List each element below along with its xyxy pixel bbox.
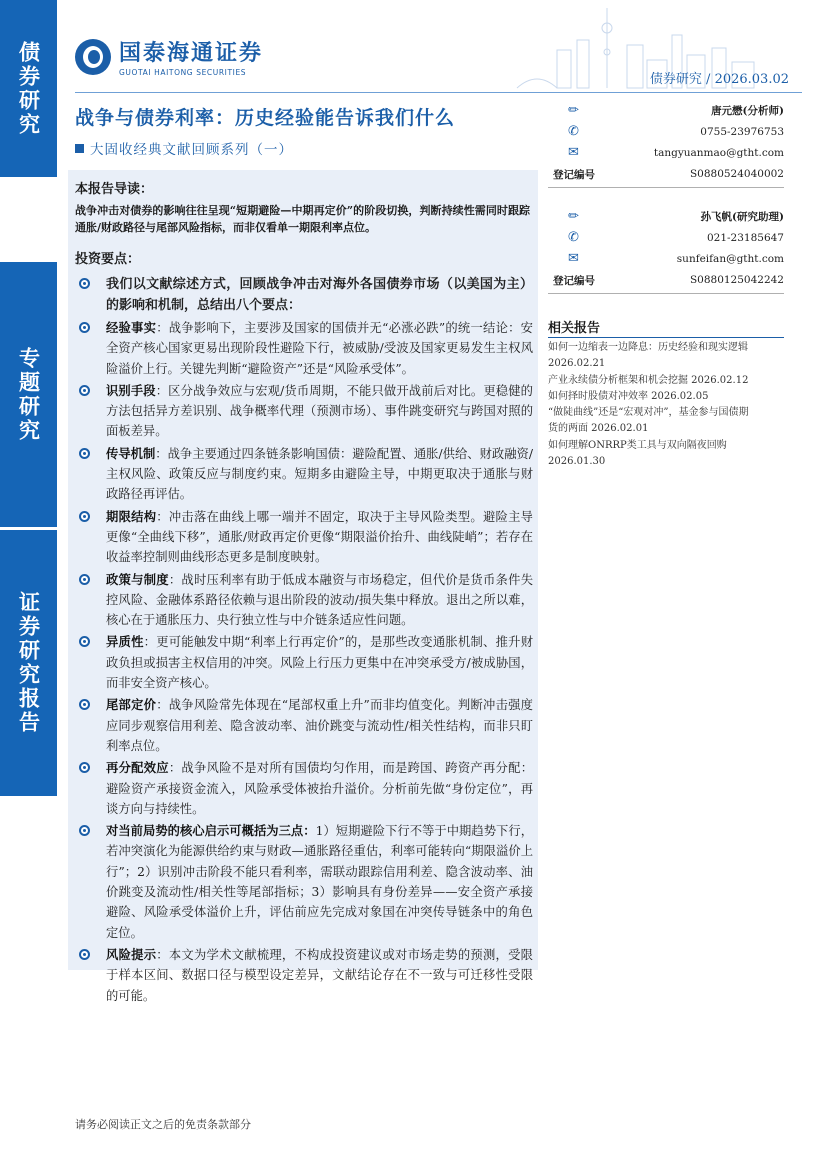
circle-bullet-icon bbox=[79, 385, 90, 396]
circle-bullet-icon bbox=[79, 574, 90, 585]
phone-icon: ✆ bbox=[568, 124, 579, 139]
related-report-item[interactable]: 如何择时股债对冲效率 2026.02.05 bbox=[548, 390, 709, 402]
side-label-securities-report: 证券研究报告 bbox=[16, 591, 41, 735]
reg-label: 登记编号 bbox=[553, 275, 595, 287]
side-label-bond-research: 债券研究 bbox=[16, 40, 41, 137]
related-report-item[interactable]: 2026.02.21 bbox=[548, 358, 606, 370]
point-title: 再分配效应 bbox=[106, 760, 169, 776]
logo-mark-icon bbox=[75, 39, 111, 75]
analyst-email-row bbox=[548, 248, 784, 269]
point-text: ：冲击落在曲线上哪一端并不固定，取决于主导风险类型。避险主导更像“全曲线下移”，通胀/财政再定价更像“期限溢价抬升、曲线陡峭”；若存在收益率控制则曲线形态更多是制度映射。 bbox=[106, 509, 533, 565]
point-text: ：战争风险不是对所有国债均匀作用，而是跨国、跨资产再分配：避险资产承接资金流入，风险承受体被抬升溢价。分析前先做“身份定位”，再谈方向与持续性。 bbox=[106, 761, 533, 816]
point-item bbox=[75, 318, 533, 379]
point-text: 1）短期避险下行不等于中期趋势下行，若冲突演化为能源供给约束与财政—通胀路径重估，利率可能转向“期限溢价上行”；2）识别冲击阶段不能只看利率，需联动跟踪信用利差、隐含波动率、油价跳变及流动性/相关性等尾部指标；3）影响具有身份差异——安全资产承接避险、风险承受体溢价上升，评估前应先完成对象国在冲突传导链条中的角色定位。 bbox=[106, 824, 533, 940]
point-item bbox=[75, 381, 533, 442]
reg-label: 登记编号 bbox=[553, 169, 595, 181]
circle-bullet-icon bbox=[79, 448, 90, 459]
phone-icon: ✆ bbox=[568, 230, 579, 245]
point-title: 经验事实 bbox=[106, 320, 157, 335]
company-logo bbox=[75, 36, 263, 77]
circle-bullet-icon bbox=[79, 825, 90, 836]
analyst-phone: 0755-23976753 bbox=[700, 125, 784, 138]
point-title: 尾部定价 bbox=[106, 697, 157, 713]
related-report-item[interactable]: 如何理解ONRRP类工具与双向隔夜回购 bbox=[548, 439, 727, 451]
person-icon: ✏ bbox=[568, 103, 579, 118]
analyst-name-row bbox=[548, 100, 784, 121]
analyst-divider bbox=[548, 293, 784, 294]
point-item bbox=[75, 758, 533, 819]
subtitle-text: 大固收经典文献回顾系列（一） bbox=[90, 142, 293, 158]
circle-bullet-icon bbox=[79, 636, 90, 647]
analyst-reg-row bbox=[548, 269, 784, 290]
point-text: ：区分战争效应与宏观/货币周期，不能只做开战前后对比。更稳健的方法包括异方差识别、战争概率代理（预测市场）、事件跳变研究与跨国对照的面板差异。 bbox=[106, 383, 533, 439]
point-title: 政策与制度 bbox=[106, 571, 169, 587]
analyst-card bbox=[548, 100, 784, 184]
analyst-reg-number: S0880524040002 bbox=[689, 167, 784, 180]
point-title: 对当前局势的核心启示可概括为三点： bbox=[106, 823, 316, 839]
point-item bbox=[75, 507, 533, 568]
point-item bbox=[75, 632, 533, 693]
related-reports-heading: 相关报告 bbox=[548, 321, 601, 336]
point-item bbox=[75, 821, 533, 943]
point-text: 我们以文献综述方式，回顾战争冲击对海外各国债券市场（以美国为主）的影响和机制，总结出八个要点： bbox=[106, 277, 533, 313]
analyst-email[interactable]: tangyuanmao@gtht.com bbox=[653, 146, 784, 159]
point-title: 异质性 bbox=[106, 634, 144, 650]
analyst-phone-row bbox=[548, 121, 784, 142]
analyst-phone-row bbox=[548, 227, 784, 248]
point-title: 期限结构 bbox=[106, 508, 157, 524]
guide-heading: 本报告导读： bbox=[75, 182, 154, 197]
disclaimer-footer: 请务必阅读正文之后的免责条款部分 bbox=[75, 1118, 251, 1131]
analyst-name: 唐元懋(分析师) bbox=[711, 105, 784, 117]
related-reports-divider bbox=[548, 337, 784, 338]
point-title: 识别手段 bbox=[106, 382, 156, 398]
analyst-email[interactable]: sunfeifan@gtht.com bbox=[676, 252, 784, 265]
point-text: ：战争主要通过四条链条影响国债：避险配置、通胀/供给、财政融资/主权风险、政策反应与制度约束。短期多由避险主导，中期更取决于通胀与财政路径再评估。 bbox=[106, 446, 533, 502]
point-text: ：更可能触发中期“利率上行再定价”的，是那些改变通胀机制、推升财政负担或损害主权信用的冲突。风险上行压力更集中在冲突承受方/被成胁国，而非安全资产核心。 bbox=[106, 635, 533, 691]
analyst-reg-row bbox=[548, 163, 784, 184]
related-reports-list bbox=[548, 340, 788, 470]
analyst-name: 孙飞帆(研究助理) bbox=[700, 211, 784, 223]
circle-bullet-icon bbox=[79, 278, 90, 289]
header-category-date: 债券研究 / 2026.03.02 bbox=[649, 72, 789, 87]
point-item bbox=[75, 695, 533, 756]
analyst-phone: 021-23185647 bbox=[706, 231, 784, 244]
point-title: 传导机制 bbox=[106, 445, 156, 461]
circle-bullet-icon bbox=[79, 762, 90, 773]
point-text: ：战争风险常先体现在“尾部权重上升”而非均值变化。判断冲击强度应同步观察信用利差、隐含波动率、油价跳变与流动性/相关性结构，而非只盯利率点位。 bbox=[106, 698, 533, 753]
analyst-email-row bbox=[548, 142, 784, 163]
point-item bbox=[75, 570, 533, 631]
point-title: 风险提示 bbox=[106, 946, 157, 962]
circle-bullet-icon bbox=[79, 511, 90, 522]
person-icon: ✏ bbox=[568, 209, 579, 224]
email-icon: ✉ bbox=[568, 145, 579, 160]
point-item bbox=[75, 274, 533, 316]
report-title: 战争与债券利率：历史经验能告诉我们什么 bbox=[75, 107, 456, 129]
circle-bullet-icon bbox=[79, 949, 90, 960]
related-report-item[interactable]: 货的两面 2026.02.01 bbox=[548, 423, 649, 435]
related-report-item[interactable]: “做陡曲线”还是“宏观对冲”，基金参与国债期 bbox=[548, 407, 749, 419]
analyst-card bbox=[548, 206, 784, 290]
side-block-report bbox=[0, 530, 57, 796]
key-points-list bbox=[75, 274, 533, 1006]
side-label-topic-research: 专题研究 bbox=[16, 346, 41, 443]
square-bullet-icon bbox=[75, 144, 84, 153]
point-text: ：本文为学术文献梳理，不构成投资建议或对市场走势的预测，受限于样本区间、数据口径与模型设定差异，文献结论存在不一致与可迁移性受限的可能。 bbox=[106, 947, 533, 1003]
logo-text-en: GUOTAI HAITONG SECURITIES bbox=[119, 68, 247, 77]
side-block-bond bbox=[0, 0, 57, 177]
related-report-item[interactable]: 2026.01.30 bbox=[548, 456, 606, 468]
guide-text: 战争冲击对债券的影响往往呈现“短期避险—中期再定价”的阶段切换，判断持续性需同时跟踪通胀/财政路径与尾部风险指标，而非仅看单一期限利率点位。 bbox=[75, 204, 530, 234]
point-text: ：战时压利率有助于低成本融资与市场稳定，但代价是货币条件失控风险、金融体系路径依赖与退出阶段的波动/损失集中释放。退出之所以难，核心在于通胀压力、央行独立性与中介链条适应性问题。 bbox=[106, 572, 533, 628]
point-item bbox=[75, 945, 533, 1006]
point-item bbox=[75, 444, 533, 505]
related-report-item[interactable]: 如何一边缩表一边降息：历史经验和现实逻辑 bbox=[548, 342, 748, 353]
circle-bullet-icon bbox=[79, 322, 90, 333]
point-text: ：战争影响下，主要涉及国家的国债并无“必涨必跌”的统一结论：安全资产核心国家更易出现阶段性避险下行，被威胁/受波及国家更易发生主权风险溢价上行。关键先判断“避险资产”还是“风险承受体”。 bbox=[106, 321, 533, 376]
header-divider bbox=[75, 92, 802, 93]
email-icon: ✉ bbox=[568, 251, 579, 266]
logo-text-cn: 国泰海通证券 bbox=[119, 41, 264, 66]
analyst-reg-number: S0880125042242 bbox=[689, 273, 784, 286]
key-points-heading: 投资要点： bbox=[75, 252, 141, 267]
related-report-item[interactable]: 产业永续债分析框架和机会挖掘 2026.02.12 bbox=[548, 374, 749, 386]
analyst-name-row bbox=[548, 206, 784, 227]
report-subtitle bbox=[75, 138, 293, 158]
circle-bullet-icon bbox=[79, 699, 90, 710]
analyst-divider bbox=[548, 187, 784, 188]
side-block-topic bbox=[0, 262, 57, 527]
